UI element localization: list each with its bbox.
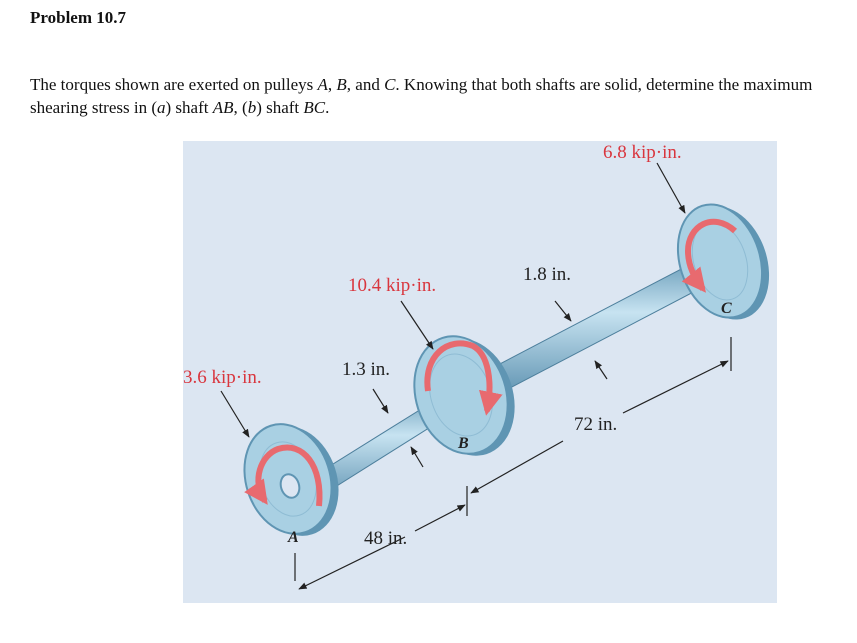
problem-title: Problem 10.7	[30, 8, 127, 27]
torque-a-label: 3.6 kip·in.	[183, 367, 262, 388]
point-a-label: A	[288, 529, 299, 546]
torque-b-label: 10.4 kip·in.	[348, 275, 437, 296]
dia-ab-label: 1.3 in.	[342, 359, 391, 380]
point-c-label: C	[721, 300, 732, 317]
problem-statement: The torques shown are exerted on pulleys A, B, and C. Knowing that both shafts are solid, determine the maximum shearing stress in (a) shaft AB, (b) shaft BC.	[30, 75, 813, 117]
len-ab-label: 48 in.	[364, 528, 408, 549]
dia-bc-label: 1.8 in.	[523, 264, 572, 285]
shaft-figure	[183, 141, 777, 603]
point-b-label: B	[458, 435, 469, 452]
len-bc-label: 72 in.	[574, 414, 618, 435]
torque-c-label: 6.8 kip·in.	[603, 142, 682, 163]
